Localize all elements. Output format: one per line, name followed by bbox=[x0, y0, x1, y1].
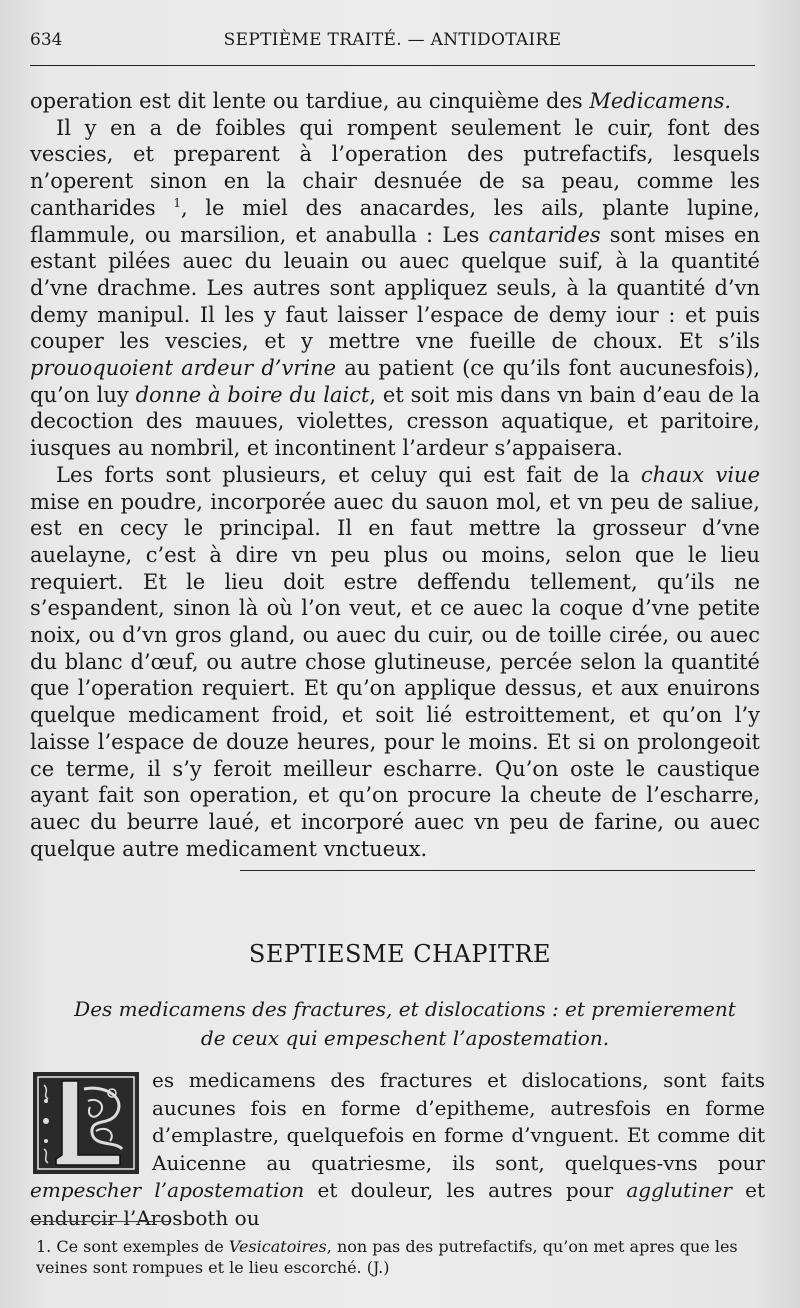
italic-span: donne à boire du laict bbox=[135, 382, 370, 407]
text-span: 1. Ce sont exemples de bbox=[36, 1237, 229, 1256]
subtitle-line: de ceux qui empeschent l’apostemation. bbox=[200, 1026, 610, 1050]
text-span: , non pas des putrefactifs, qu’on met apres que les veines sont rompues et le lieu escorché. (J.) bbox=[36, 1237, 738, 1277]
paragraph-3 bbox=[30, 462, 760, 863]
decorated-initial-l bbox=[32, 1071, 140, 1175]
chapter-title: SEPTIESME CHAPITRE bbox=[248, 940, 552, 968]
text-span: Il y en a de foibles qui rompent seulement le cuir, font des vescies, et preparent à l’operation des putrefactifs, lesquels n’operent sinon en la chair desnuée de sa peau, comme les cantharides bbox=[30, 115, 760, 220]
italic-span: empescher l’apostemation bbox=[30, 1178, 305, 1202]
running-header bbox=[30, 30, 755, 58]
italic-span: cantarides bbox=[488, 222, 601, 247]
italic-span: chaux viue bbox=[640, 462, 760, 487]
page-number: 634 bbox=[30, 30, 63, 50]
chapter-subtitle bbox=[60, 995, 750, 1053]
text-span: mise en poudre, incorporée auec du sauon mol, et vn peu de saliue, est en cecy le principal. Il en faut mettre la grosseur d’vne auelayne, c’est à dire vn peu plus ou moins, selon que le lieu requiert. Et le lieu doit estre deffendu tellement, qu’ils ne s’espandent, sinon là où l’on veut, et ce auec la coque d’vne petite noix, ou d’vn gros gland, ou auec du cuir, ou de toille cirée, ou auec du blanc d’œuf, ou autre chose glutineuse, percée selon la quantité que l’operation requiert. Et qu’on applique dessus, et aux enuirons quelque medicament froid, et soit lié estroittement, et qu’on l’y laisse l’espace de douze heures, pour le moins. Et si on prolongeoit ce terme, il s’y feroit meilleur escharre. Qu’on oste le caustique ayant fait son operation, et qu’on procure la cheute de l’escharre, auec du beurre laué, et incorporé auec vn peu de farine, ou auec quelque autre medicament vnctueux. bbox=[30, 489, 760, 861]
italic-span: prouoquoient ardeur d’vrine bbox=[30, 356, 337, 381]
paragraph-1 bbox=[30, 88, 760, 115]
header-rule bbox=[30, 65, 755, 66]
footnote-rule bbox=[30, 1221, 170, 1222]
text-span: et endurcir l’Arosboth ou bbox=[30, 1178, 766, 1230]
text-span: sont mises en estant pilées auec du leuain ou auec quelque suif, à la quantité d’vne drachme. Les autres sont appliquez seuls, à la quantité d’vn demy manipul. Il les y faut laisser l’espace de demy iour : et puis couper les vescies, et y mettre vne fueille de choux. Et s’ils bbox=[30, 222, 760, 354]
chapter-opening-paragraph bbox=[30, 1067, 765, 1232]
subtitle-line: Des medicamens des fractures, et dislocations : et premierement bbox=[74, 997, 736, 1021]
text-span: es medicamens des fractures et dislocations, sont faits aucunes fois en forme d’epitheme, autresfois en forme d’emplastre, quelquefois en forme d’vnguent. Et comme dit Auicenne au quatriesme, ils sont, quelques-vns pour bbox=[152, 1068, 765, 1175]
text-span: , le miel des anacardes, les ails, plante lupine, flammule, ou marsilion, et anabulla : Les bbox=[30, 195, 760, 247]
running-title: SEPTIÈME TRAITÉ. — ANTIDOTAIRE bbox=[223, 30, 562, 50]
text-span: au patient (ce qu’ils font aucunesfois), qu’on luy bbox=[30, 356, 761, 407]
paragraph-2 bbox=[30, 115, 760, 462]
ornament-icon bbox=[32, 1071, 140, 1175]
main-text bbox=[30, 88, 760, 862]
footnote bbox=[36, 1236, 760, 1278]
section-rule bbox=[240, 870, 755, 871]
footnote-mark[interactable]: 1 bbox=[173, 195, 181, 210]
text-span: Les forts sont plusieurs, et celuy qui est fait de la bbox=[56, 462, 641, 487]
italic-span: agglutiner bbox=[626, 1178, 732, 1202]
text-span: et douleur, les autres pour bbox=[304, 1178, 627, 1202]
italic-span: Medicamens. bbox=[589, 89, 732, 113]
text-span: , et soit mis dans vn bain d’eau de la decoction des mauues, violettes, cresson aquatique, et paritoire, iusques au nombril, et incontinent l’ardeur s’appaisera. bbox=[30, 382, 760, 461]
text-span: operation est dit lente ou tardiue, au cinquième des bbox=[30, 89, 590, 113]
italic-span: Vesicatoires bbox=[228, 1237, 327, 1256]
